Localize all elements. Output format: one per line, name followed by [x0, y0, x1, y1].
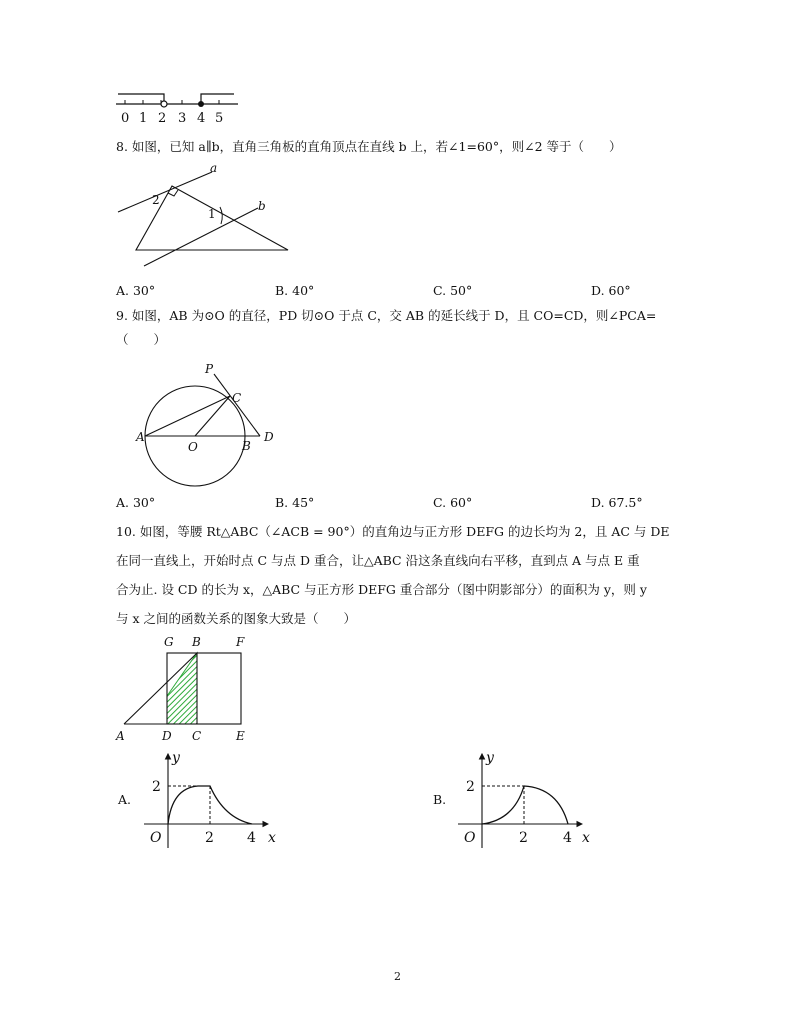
label-a: A — [116, 729, 125, 743]
q9-figure — [130, 358, 280, 484]
angle-1-arc — [220, 207, 222, 224]
label-c: C — [232, 391, 242, 405]
q10-graph-b — [454, 748, 604, 850]
radius-oc — [195, 396, 230, 436]
q10-line3: 合为止. 设 CD 的长为 x，△ABC 与正方形 DEFG 重合部分（图中阴影部分）的面积为 y，则 y — [116, 582, 647, 597]
label-d: D — [264, 430, 274, 444]
q10-line1: 10. 如图，等腰 Rt△ABC（∠ACB = 90°）的直角边与正方形 DEFG 的边长均为 2，且 AC 与 DE — [116, 524, 670, 539]
tangent-pd — [214, 374, 260, 436]
q9-option-c: C. 60° — [433, 495, 473, 510]
label-g: G — [164, 635, 174, 649]
q8-option-b: B. 40° — [275, 283, 315, 298]
q9-stem-line1: 9. 如图，AB 为⊙O 的直径，PD 切⊙O 于点 C，交 AB 的延长线于 D，且 CO=CD，则∠PCA= — [116, 308, 657, 323]
label-a: A — [136, 430, 145, 444]
tick-label: 2 — [158, 111, 167, 126]
tick-label: 4 — [197, 111, 206, 126]
q10-option-a-label: A. — [118, 792, 132, 807]
q10-option-b-label: B. — [433, 792, 447, 807]
x-tick-4: 4 — [563, 830, 572, 846]
label-c: C — [192, 729, 202, 743]
tick-label: 3 — [178, 111, 187, 126]
q10-line4: 与 x 之间的函数关系的图象大致是（ ） — [116, 611, 356, 626]
x-tick-2: 2 — [519, 830, 528, 846]
tick-label: 5 — [215, 111, 224, 126]
label-angle-2: 2 — [152, 193, 160, 207]
label-b: b — [258, 199, 266, 213]
number-line-figure — [112, 88, 242, 126]
label-o: O — [188, 440, 198, 454]
q9-stem-line2: （ ） — [116, 332, 167, 347]
x-tick-4: 4 — [247, 830, 256, 846]
y-tick-2: 2 — [466, 779, 475, 795]
page-number: 2 — [394, 970, 401, 983]
q9-option-d: D. 67.5° — [591, 495, 643, 510]
label-p: P — [205, 362, 214, 376]
open-point-2 — [161, 101, 167, 107]
tick-label: 1 — [139, 111, 148, 126]
y-tick-2: 2 — [152, 779, 161, 795]
shaded-overlap — [167, 653, 197, 724]
q8-option-d: D. 60° — [591, 283, 631, 298]
closed-point-4 — [198, 101, 204, 107]
line-b — [144, 208, 258, 266]
q8-option-c: C. 50° — [433, 283, 473, 298]
tick-label: 0 — [121, 111, 130, 126]
q10-line2: 在同一直线上，开始时点 C 与点 D 重合，让△ABC 沿这条直线向右平移，直到点 A 与点 E 重 — [116, 553, 640, 568]
label-f: F — [236, 635, 245, 649]
origin-label: O — [150, 830, 162, 846]
curve — [482, 786, 568, 824]
label-b: B — [192, 635, 201, 649]
label-d: D — [162, 729, 172, 743]
line-a — [118, 172, 212, 212]
origin-label: O — [464, 830, 476, 846]
axis-label-y: y — [486, 750, 494, 766]
label-b: B — [242, 439, 251, 453]
q8-figure — [112, 160, 294, 272]
axis-label-x: x — [268, 830, 276, 846]
label-angle-1: 1 — [208, 207, 216, 221]
q10-figure — [112, 632, 262, 744]
q10-graph-a — [140, 748, 290, 850]
label-a: a — [210, 161, 218, 175]
right-range-line — [201, 94, 234, 104]
q9-option-b: B. 45° — [275, 495, 315, 510]
q8-stem: 8. 如图，已知 a∥b，直角三角板的直角顶点在直线 b 上，若∠1=60°，则∠2 等于（ ） — [116, 139, 622, 154]
q9-option-a: A. 30° — [116, 495, 156, 510]
label-e: E — [236, 729, 245, 743]
x-tick-2: 2 — [205, 830, 214, 846]
axis-label-x: x — [582, 830, 590, 846]
axis-label-y: y — [172, 750, 180, 766]
q8-option-a: A. 30° — [116, 283, 156, 298]
